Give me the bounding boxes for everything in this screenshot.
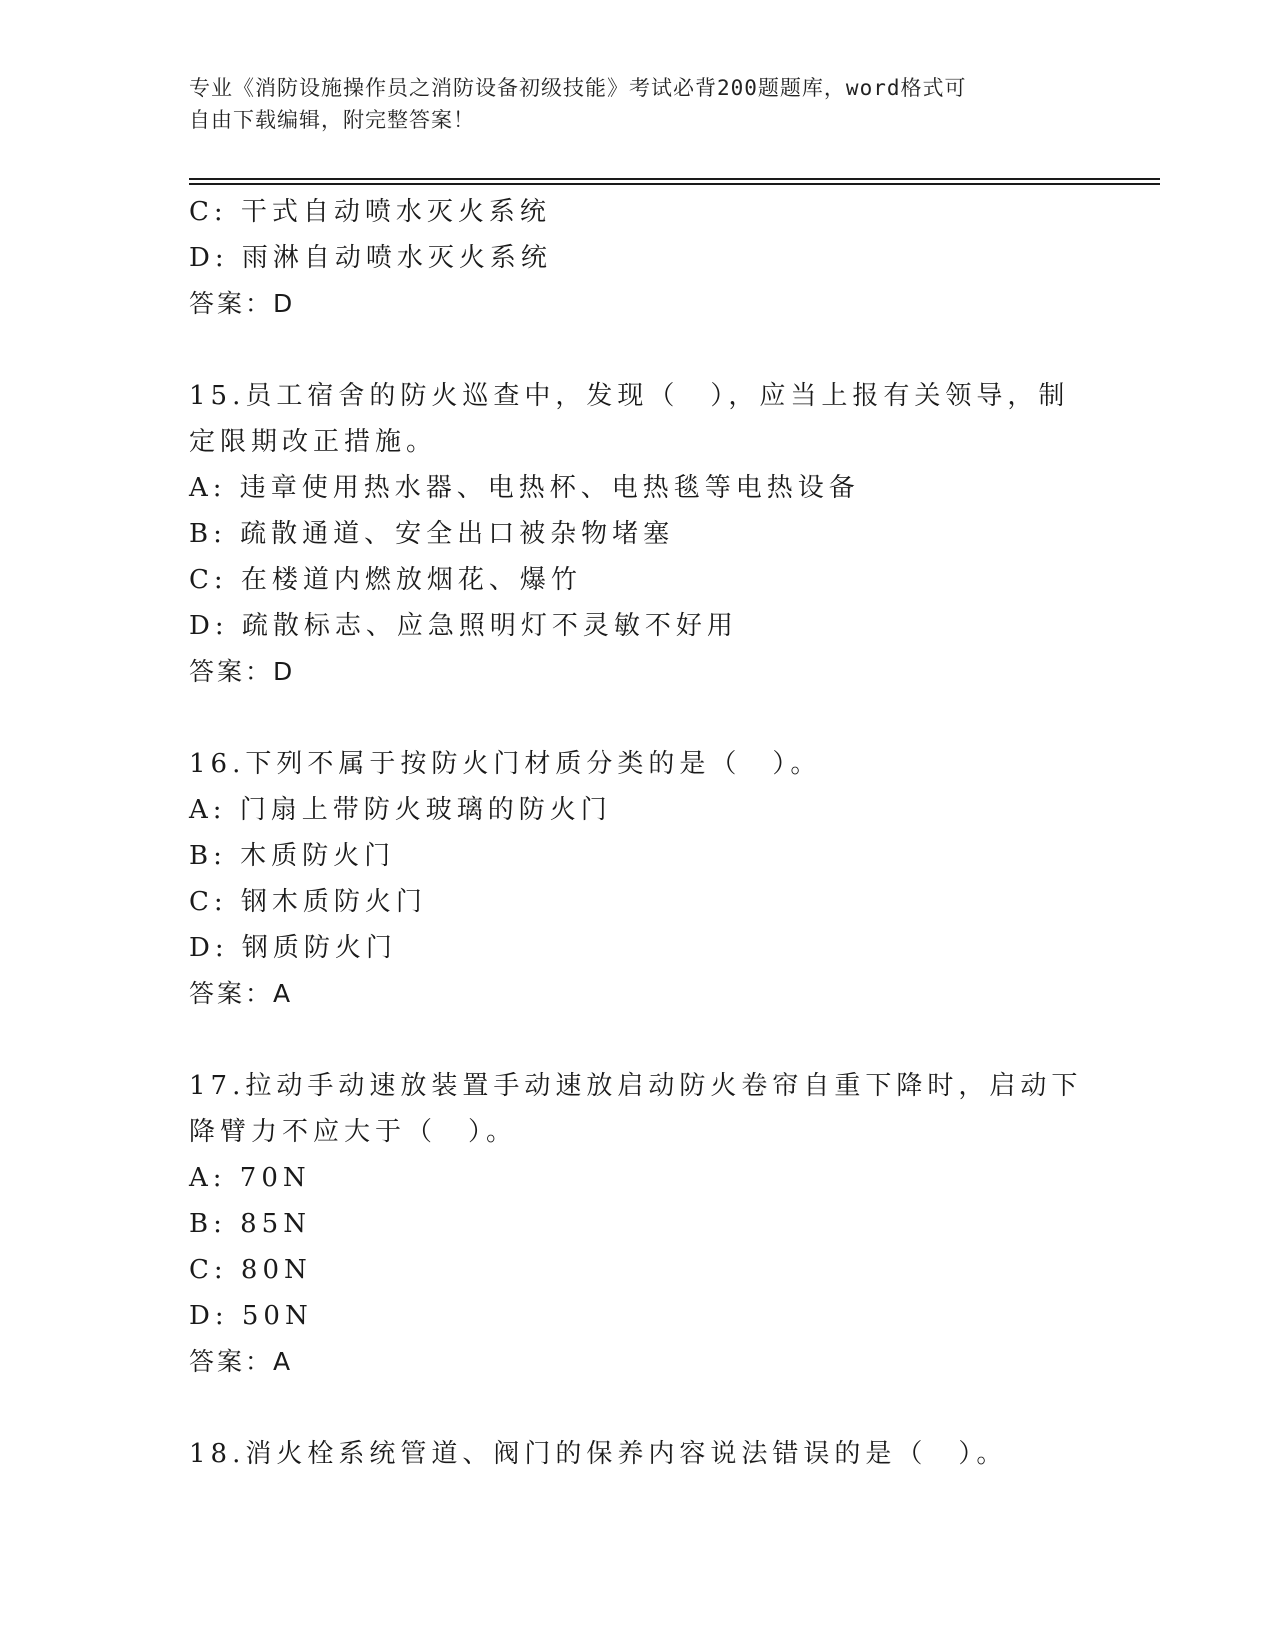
answer: 答案：A (189, 1347, 294, 1376)
option-b: B: 疏散通道、安全出口被杂物堵塞 (189, 519, 675, 549)
option-d: D: 钢质防火门 (189, 933, 397, 963)
question-text: 18.消火栓系统管道、阀门的保养内容说法错误的是（ ）。 (189, 1439, 1008, 1469)
option-c: C: 钢木质防火门 (189, 887, 427, 917)
option-c: C: 干式自动喷水灭火系统 (189, 197, 551, 227)
header-line-1: 专业《消防设施操作员之消防设备初级技能》考试必背200题题库，word格式可 (189, 76, 967, 100)
option-c: C: 在楼道内燃放烟花、爆竹 (189, 565, 582, 595)
option-a: A: 违章使用热水器、电热杯、电热毯等电热设备 (189, 473, 860, 503)
question-text: 17.拉动手动速放装置手动速放启动防火卷帘自重下降时，启动下降臂力不应大于（ ）。 (189, 1071, 1083, 1147)
question-15 (189, 373, 1089, 695)
question-text: 16.下列不属于按防火门材质分类的是（ ）。 (189, 749, 822, 779)
answer: 答案：D (189, 289, 296, 318)
previous-question-tail (189, 189, 1089, 327)
option-a: A: 70N (189, 1163, 311, 1193)
question-text: 15.员工宿舍的防火巡查中，发现（ ），应当上报有关领导，制定限期改正措施。 (189, 381, 1070, 457)
document-header (189, 72, 1069, 136)
option-d: D: 50N (189, 1301, 313, 1331)
answer: 答案：A (189, 979, 294, 1008)
option-b: B: 85N (189, 1209, 311, 1239)
question-16 (189, 741, 1089, 1017)
question-17 (189, 1063, 1089, 1385)
header-line-2: 自由下载编辑，附完整答案！ (189, 108, 475, 132)
option-c: C: 80N (189, 1255, 312, 1285)
option-a: A: 门扇上带防火玻璃的防火门 (189, 795, 612, 825)
header-divider-bottom (189, 183, 1160, 185)
option-d: D: 疏散标志、应急照明灯不灵敏不好用 (189, 611, 738, 641)
document-body (189, 189, 1089, 1477)
question-18 (189, 1431, 1089, 1477)
option-b: B: 木质防火门 (189, 841, 396, 871)
answer: 答案：D (189, 657, 296, 686)
option-d: D: 雨淋自动喷水灭火系统 (189, 243, 552, 273)
header-divider-top (189, 178, 1160, 180)
